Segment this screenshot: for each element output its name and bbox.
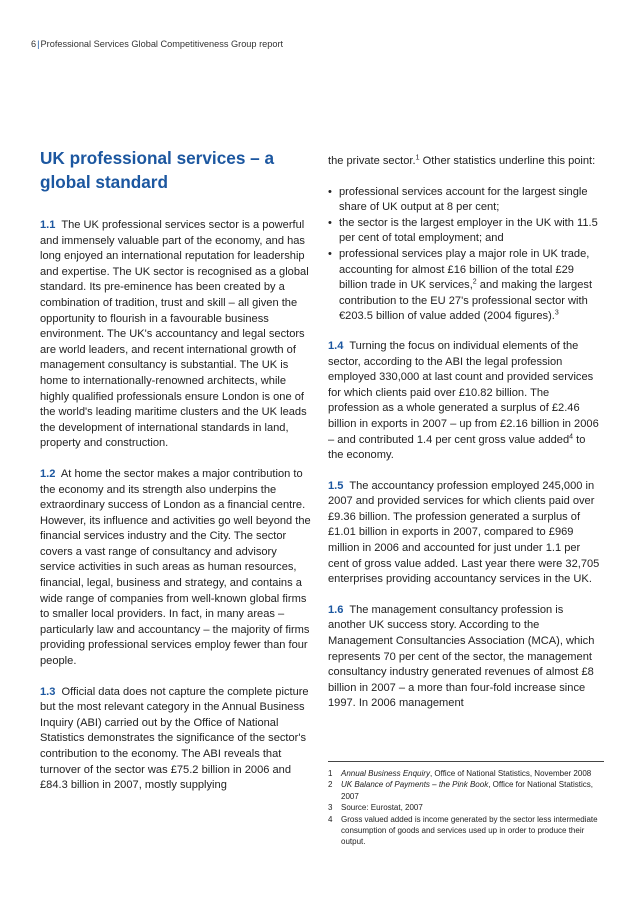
list-item xyxy=(328,216,602,247)
paragraph-number: 1.4 xyxy=(328,339,344,352)
paragraph-1-1 xyxy=(40,218,312,452)
paragraph-1-3 xyxy=(40,685,312,794)
section-title: UK professional services – a global standard xyxy=(40,148,275,192)
footnotes xyxy=(328,761,604,848)
header-separator: | xyxy=(37,39,40,49)
footnote xyxy=(328,814,604,848)
footnote-text: , Office of National Statistics, November 2008 xyxy=(429,769,592,778)
paragraph-number: 1.2 xyxy=(40,467,56,480)
right-column xyxy=(328,154,602,727)
footnote-ref: 3 xyxy=(554,309,559,317)
paragraph-1-6 xyxy=(328,603,602,712)
footnote xyxy=(328,768,604,779)
footnote-number: 2 xyxy=(328,780,333,790)
paragraph-1-4 xyxy=(328,339,602,464)
continuation-paragraph xyxy=(328,154,602,170)
footnote-ref: 4 xyxy=(569,432,574,440)
list-item xyxy=(328,247,602,325)
list-item-text: and making the largest contribution to the EU 27's professional sector with €203.5 billion of value added (2004 figures). xyxy=(339,279,593,323)
continuation-text: Other statistics underline this point: xyxy=(419,155,596,167)
continuation-text: the private sector. xyxy=(328,155,416,167)
paragraph-text: At home the sector makes a major contribution to the economy and its strength also underpins the extraordinary success of London as a financial centre. However, its influence and activities go well beyond the financial services industry and the City. The sector covers a vast range of consultancy and advisory service activities in such areas as human resources, financial, legal, business and strategy, and contains a wide range of companies from well-known global firms to smaller local providers. In fact, in many areas – particularly law and accountancy – the majority of firms providing professional services employ fewer than four people. xyxy=(40,467,311,668)
list-item xyxy=(328,185,602,216)
statistics-list xyxy=(328,185,602,325)
paragraph-number: 1.5 xyxy=(328,479,344,492)
footnote-text: Source: Eurostat, 2007 xyxy=(341,803,423,813)
left-column xyxy=(40,146,312,809)
footnote-number: 1 xyxy=(328,769,333,778)
paragraph-number: 1.1 xyxy=(40,219,56,231)
footnote xyxy=(328,802,604,813)
paragraph-text: The UK professional services sector is a powerful and immensely valuable part of the economy, and has long enjoyed an international reputation for leadership and expertise. The UK sector is recognised as a global standard. Its pre-eminence has been created by a combination of tradition, trust and skill – all given the opportunity to flourish in a favourable business environment. The UK's accountancy and legal sectors are world leaders, and recent international growth of management consultancy is substantial. The UK is home to internationally-renowned architects, while highly qualified professionals ensure London is one of the world's leading maritime clusters and the UK leads the development of international standards in land, property and construction. xyxy=(40,219,309,450)
footnote-number: 4 xyxy=(328,814,333,824)
paragraph-text: The accountancy profession employed 245,000 in 2007 and provided services for which clients paid over £9.36 billion. The profession generated a surplus of £1.01 billion in exports in 2007, compared to £969 million in 2006 and accounted for just under 1.1 per cent of gross value added. Last year there were 32,705 enterprises providing accountancy services in the UK. xyxy=(328,479,600,586)
footnote-ref: 1 xyxy=(415,154,420,162)
paragraph-1-2 xyxy=(40,467,312,670)
footnote-ref: 2 xyxy=(472,278,477,286)
paragraph-1-5 xyxy=(328,479,602,588)
list-item-text: professional services account for the largest single share of UK output at 8 per cent; xyxy=(339,185,588,214)
list-item-text: the sector is the largest employer in the UK with 11.5 per cent of total employment; and xyxy=(339,216,598,245)
running-header xyxy=(31,39,283,49)
footnote-source: UK Balance of Payments – the Pink Book xyxy=(341,780,489,790)
footnote-number: 3 xyxy=(328,803,333,813)
paragraph-number: 1.6 xyxy=(328,603,344,616)
footnote-source: Annual Business Enquiry xyxy=(341,769,430,778)
page-number: 6 xyxy=(31,39,37,49)
list-item-text: professional services play a major role in UK trade, accounting for almost £16 billion of the total £29 billion trade in UK services, xyxy=(339,247,590,292)
footnote-text: Gross valued added is income generated by the sector less intermediate consumption of goods and services used up in order to produce their output. xyxy=(341,814,598,847)
paragraph-number: 1.3 xyxy=(40,685,56,698)
paragraph-text: to the economy. xyxy=(328,433,586,462)
paragraph-text: The management consultancy profession is another UK success story. According to the Management Consultancies Association (MCA), which represents 70 per cent of the sector, the management consultancy industry generated revenues of almost £8 billion in 2007 – a more than four-fold increase since 1997. In 2006 management xyxy=(328,603,595,710)
paragraph-text: Official data does not capture the complete picture but the most relevant category in the Annual Business Inquiry (ABI) carried out by the Office of National Statistics demonstrates the significance of the sector's contribution to the economy. The ABI reveals that turnover of the sector was £75.2 billion in 2006 and £84.3 billion in 2007, mostly supplying xyxy=(40,685,309,792)
footnote-text: , Office for National Statistics, 2007 xyxy=(341,780,593,801)
report-title: Professional Services Global Competitiveness Group report xyxy=(40,39,284,49)
footnote xyxy=(328,779,604,802)
paragraph-text: Turning the focus on individual elements of the sector, according to the ABI the legal profession employed 330,000 at last count and provided services for which clients paid over £10.82 billion. The profession as a whole generated a surplus of £2.46 billion in exports in 2007 – up from £2.16 billion in 2006 – and contributed 1.4 per cent gross value added xyxy=(328,339,599,446)
